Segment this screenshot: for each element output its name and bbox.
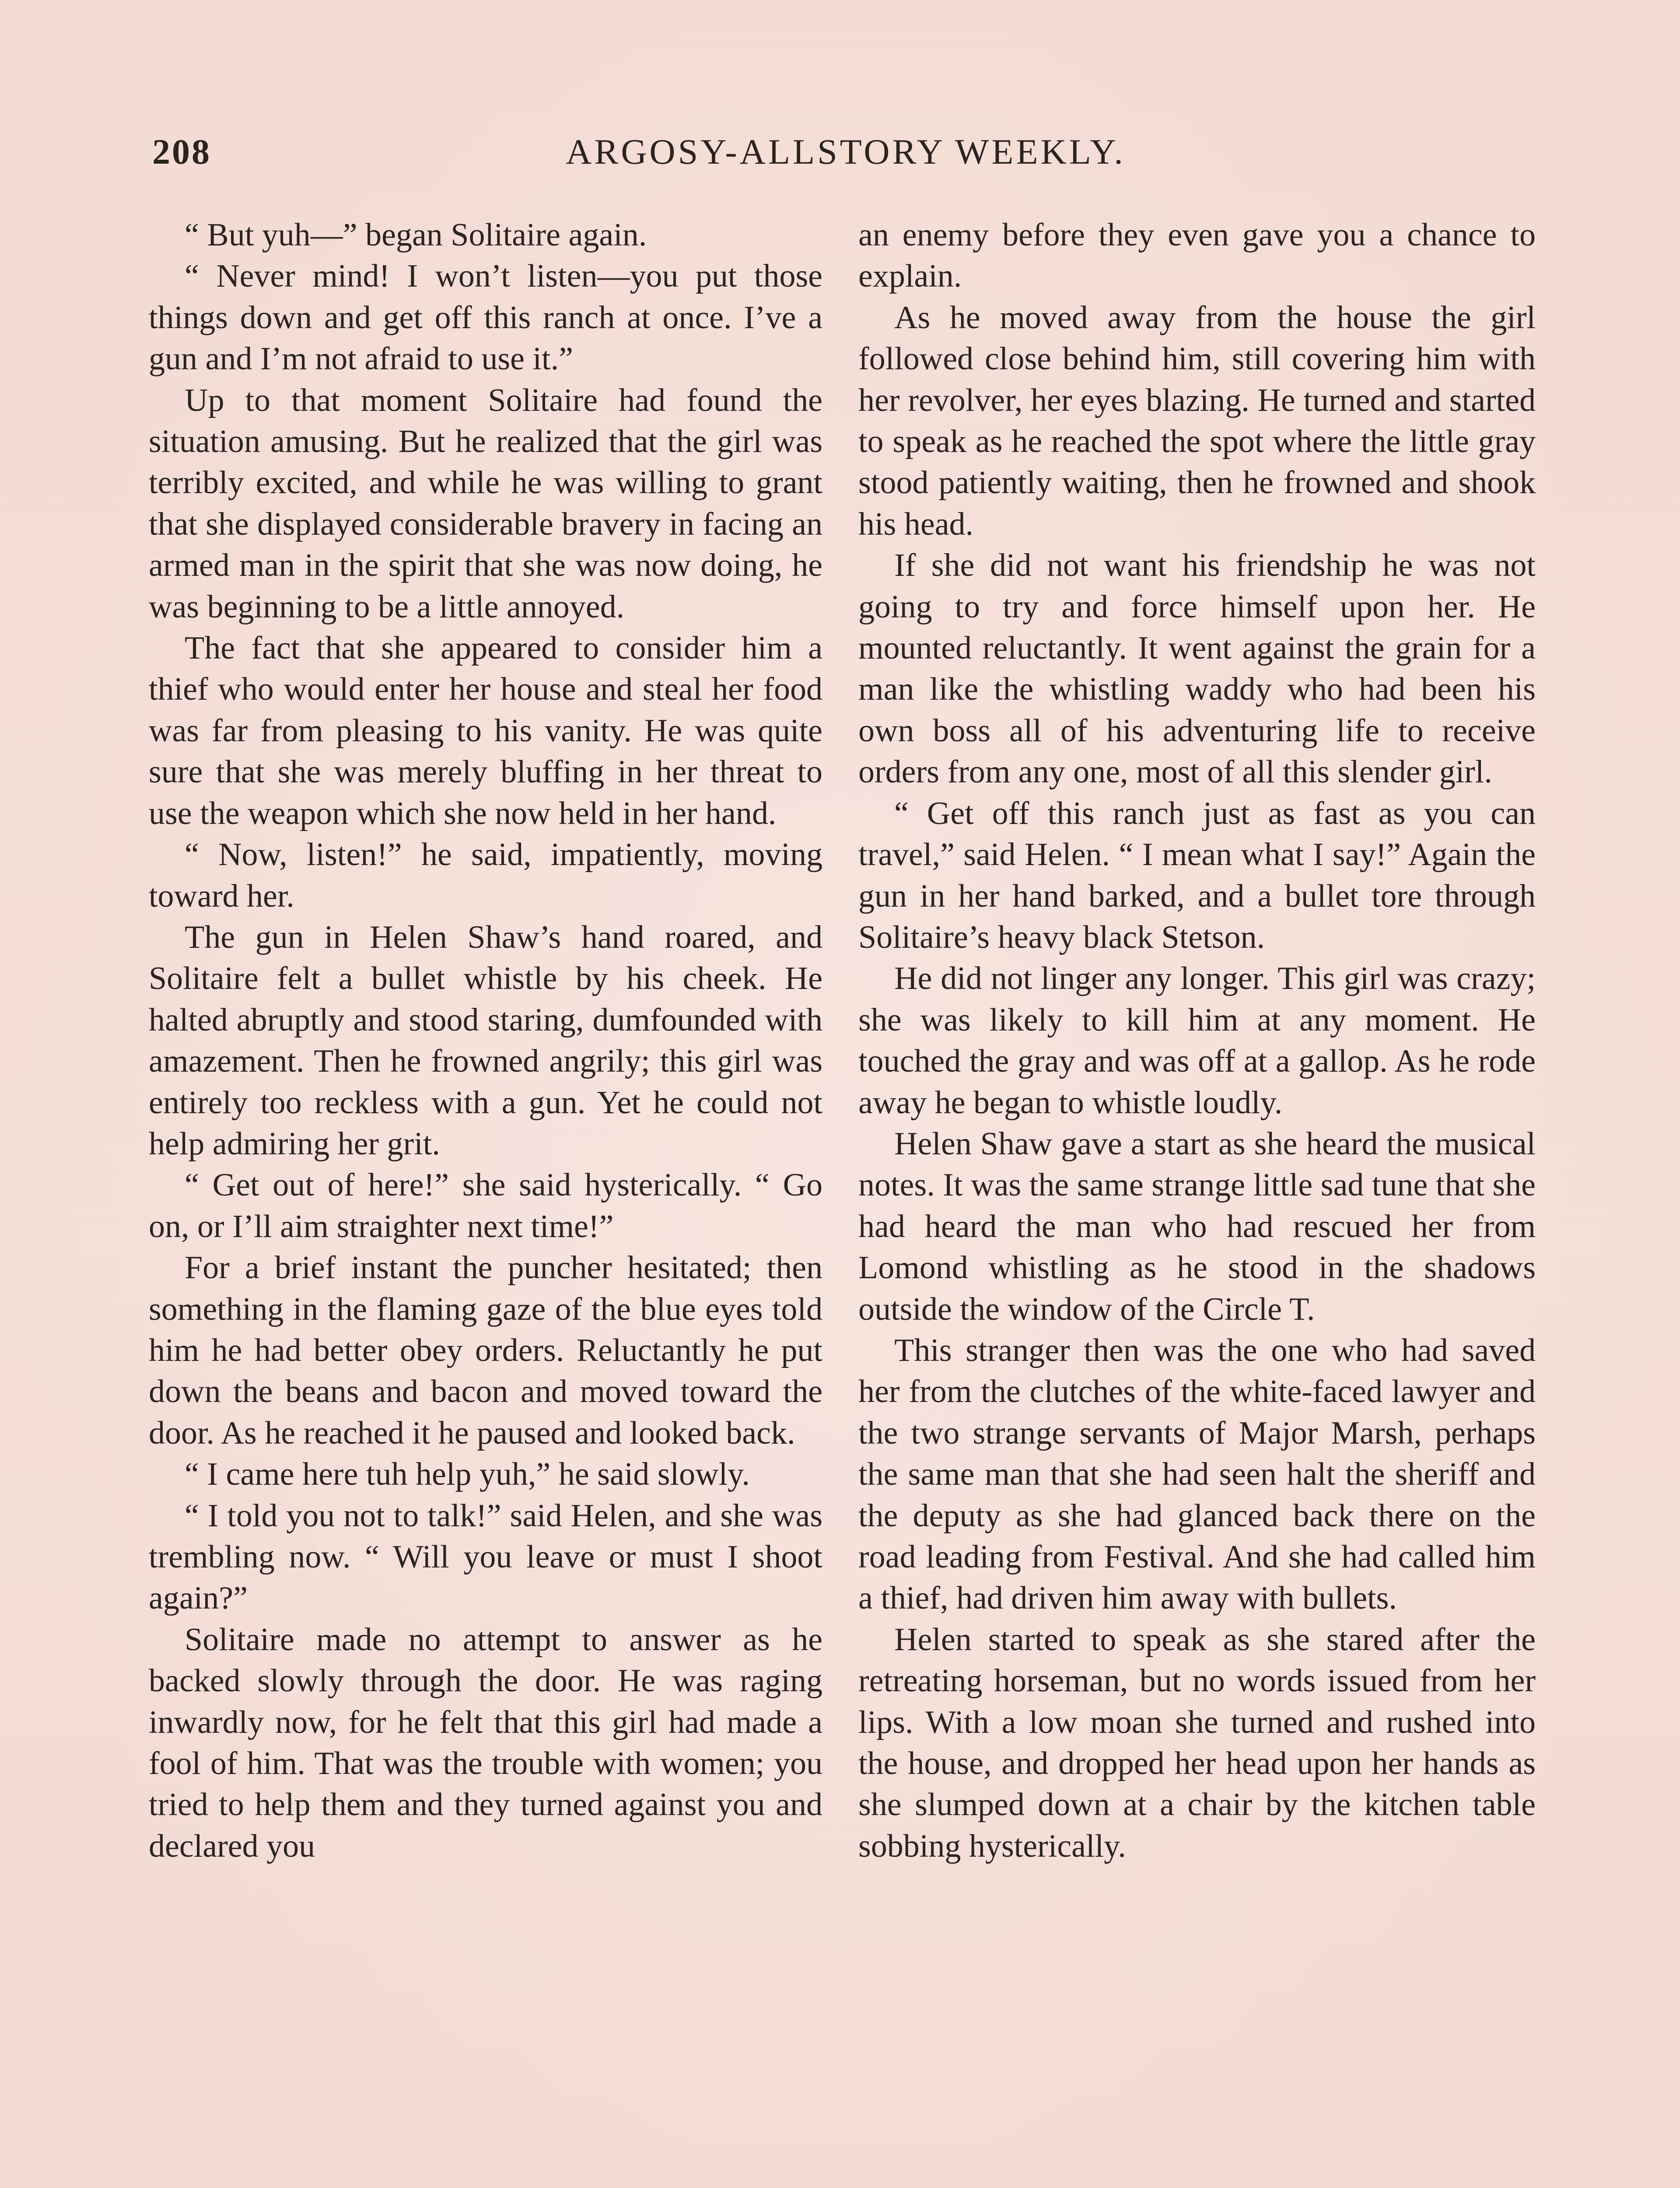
paragraph: Helen Shaw gave a start as she heard the musical notes. It was the same strange little sad tune that she had heard the man who had rescued her from Lomond whistling as he stood in the shadows outside the window of the Circle T. [858,1126,1536,1327]
magazine-title: ARGOSY-ALLSTORY WEEKLY. [566,132,1126,172]
paragraph: “ I told you not to talk!” said Helen, and she was trembling now. “ Will you leave or must I shoot again?” [149,1497,822,1616]
paragraph: “ But yuh—” began Solitaire again. [185,217,647,253]
paragraph: He did not linger any longer. This girl was crazy; she was likely to kill him at any moment. He touched the gray and was off at a gallop. As he rode away he began to whistle loudly. [858,961,1536,1121]
left-text-column [149,214,822,1867]
paragraph: The gun in Helen Shaw’s hand roared, and Solitaire felt a bullet whistle by his cheek. He halted abruptly and stood staring, dumfounded with amazement. Then he frowned angrily; this girl was entirely too reckless with a gun. Yet he could not help admiring her grit. [149,919,822,1162]
paragraph: The fact that she appeared to consider him a thief who would enter her house and steal her food was far from pleasing to his vanity. He was quite sure that she was merely bluffing in her threat to use the weapon which she now held in her hand. [149,630,822,831]
right-text-column [858,214,1536,1867]
paragraph-continuation: an enemy before they even gave you a chance to explain. [858,217,1536,295]
paragraph: “ Get out of here!” she said hysterically. “ Go on, or I’ll aim straighter next time!” [149,1167,822,1245]
paragraph: As he moved away from the house the girl followed close behind him, still covering him with her revolver, her eyes blazing. He turned and started to speak as he reached the spot where the little gray stood patiently waiting, then he frowned and shook his head. [858,299,1536,542]
paragraph: “ Get off this ranch just as fast as you can travel,” said Helen. “ I mean what I say!” Again the gun in her hand barked, and a bullet tore through Solitaire’s heavy black Stetson. [858,795,1536,955]
paragraph: Solitaire made no attempt to answer as he backed slowly through the door. He was raging inwardly now, for he felt that this girl had made a fool of him. That was the trouble with women; you tried to help them and they turned against you and declared you [149,1621,822,1864]
paragraph: Up to that moment Solitaire had found the situation amusing. But he realized that the girl was terribly excited, and while he was willing to grant that she displayed considerable bravery in facing an armed man in the spirit that she was now doing, he was beginning to be a little annoyed. [149,382,822,625]
paragraph: This stranger then was the one who had saved her from the clutches of the white-faced lawyer and the two strange servants of Major Marsh, perhaps the same man that she had seen halt the sheriff and the deputy as she had glanced back there on the road leading from Festival. And she had called him a thief, had driven him away with bullets. [858,1332,1536,1616]
page-header [152,131,1539,179]
paragraph: If she did not want his friendship he was not going to try and force himself upon her. He mounted reluctantly. It went against the grain for a man like the whistling waddy who had been his own boss all of his adventuring life to receive orders from any one, most of all this slender girl. [858,547,1536,790]
paragraph: For a brief instant the puncher hesitated; then something in the flaming gaze of the blue eyes told him he had better obey orders. Reluctantly he put down the beans and bacon and moved toward the door. As he reached it he paused and looked back. [149,1250,822,1451]
paragraph: “ I came here tuh help yuh,” he said slowly. [185,1456,750,1493]
paragraph: “ Now, listen!” he said, impatiently, moving toward her. [149,837,822,914]
paragraph: Helen started to speak as she stared after the retreating horseman, but no words issued from her lips. With a low moan she turned and rushed into the house, and dropped her head upon her hands as she slumped down at a chair by the kitchen table sobbing hysterically. [858,1621,1536,1864]
paragraph: “ Never mind! I won’t listen—you put those things down and get off this ranch at once. I’ve a gun and I’m not afraid to use it.” [149,258,822,377]
page-number: 208 [152,132,211,172]
